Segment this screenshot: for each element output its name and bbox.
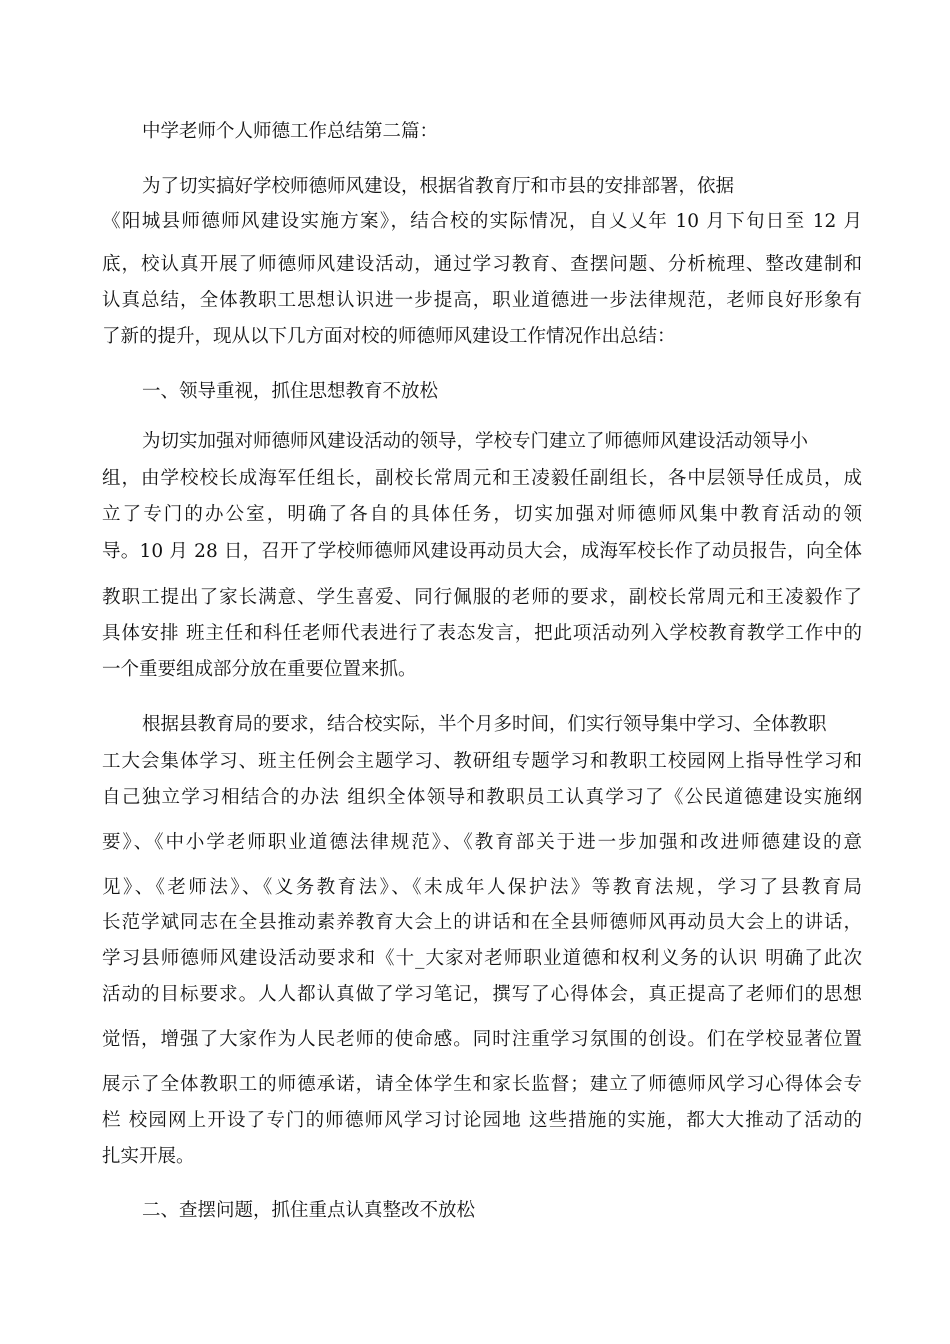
paragraph-line: 展示了全体教职工的师德承诺，请全体学生和家长监督；建立了师德师风学习心得体会专 [102,1074,862,1095]
paragraph-line: 觉悟，增强了大家作为人民老师的使命感。同时注重学习氛围的创设。们在学校显著位置 [102,1029,862,1050]
paragraph-line: 要》、《中小学老师职业道德法律规范》、《教育部关于进一步加强和改进师德建设的意 [102,832,862,853]
paragraph-line: 根据县教育局的要求，结合校实际，半个月多时间，们实行领导集中学习、全体教职 [142,714,827,735]
paragraph-line: 为了切实搞好学校师德师风建设，根据省教育厅和市县的安排部署，依据 [142,176,735,197]
paragraph-line: 为切实加强对师德师风建设活动的领导，学校专门建立了师德师风建设活动领导小 [142,431,809,452]
paragraph-line: 工大会集体学习、班主任例会主题学习、教研组专题学习和教职工校园网上指导性学习和 [102,751,862,772]
section-heading: 一、领导重视，抓住思想教育不放松 [142,381,439,402]
doc-title: 中学老师个人师德工作总结第二篇： [142,121,439,142]
paragraph-line: 见》、《老师法》、《义务教育法》、《未成年人保护法》等教育法规，学习了县教育局 [102,877,862,898]
paragraph-line: 一个重要组成部分放在重要位置来抓。 [102,659,417,680]
paragraph-line: 学习县师德师风建设活动要求和《十_大家对老师职业道德和权利义务的认识 明确了此次 [102,948,862,969]
section-heading: 二、查摆问题，抓住重点认真整改不放松 [142,1200,476,1221]
paragraph-line: 活动的目标要求。人人都认真做了学习笔记，撰写了心得体会，真正提高了老师们的思想 [102,984,862,1005]
paragraph-line: 组，由学校校长成海军任组长，副校长常周元和王凌毅任副组长，各中层领导任成员，成 [102,468,862,489]
paragraph-line: 了新的提升，现从以下几方面对校的师德师风建设工作情况作出总结： [102,326,676,347]
paragraph-line: 底，校认真开展了师德师风建设活动，通过学习教育、查摆问题、分析梳理、整改建制和 [102,254,862,275]
paragraph-line: 长范学斌同志在全县推动素养教育大会上的讲话和在全县师德师风再动员大会上的讲话， [102,912,862,933]
paragraph-line: 认真总结，全体教职工思想认识进一步提高，职业道德进一步法律规范，老师良好形象有 [102,290,862,311]
paragraph-line: 立了专门的办公室，明确了各自的具体任务，切实加强对师德师风集中教育活动的领 [102,504,862,525]
paragraph-line: 自己独立学习相结合的办法 组织全体领导和教职员工认真学习了《公民道德建设实施纲 [102,787,862,808]
paragraph-line: 扎实开展。 [102,1146,195,1167]
paragraph-line: 具体安排 班主任和科任老师代表进行了表态发言，把此项活动列入学校教育教学工作中的 [102,623,862,644]
paragraph-line: 《阳城县师德师风建设实施方案》，结合校的实际情况，自乂乂年 10 月下旬日至 12 月 [102,211,862,232]
paragraph-line: 导。10 月 28 日，召开了学校师德师风建设再动员大会，成海军校长作了动员报告，向全体 [102,541,862,562]
paragraph-line: 教职工提出了家长满意、学生喜爱、同行佩服的老师的要求，副校长常周元和王凌毅作了 [102,587,862,608]
paragraph-line: 栏 校园网上开设了专门的师德师风学习讨论园地 这些措施的实施，都大大推动了活动的 [102,1110,862,1131]
